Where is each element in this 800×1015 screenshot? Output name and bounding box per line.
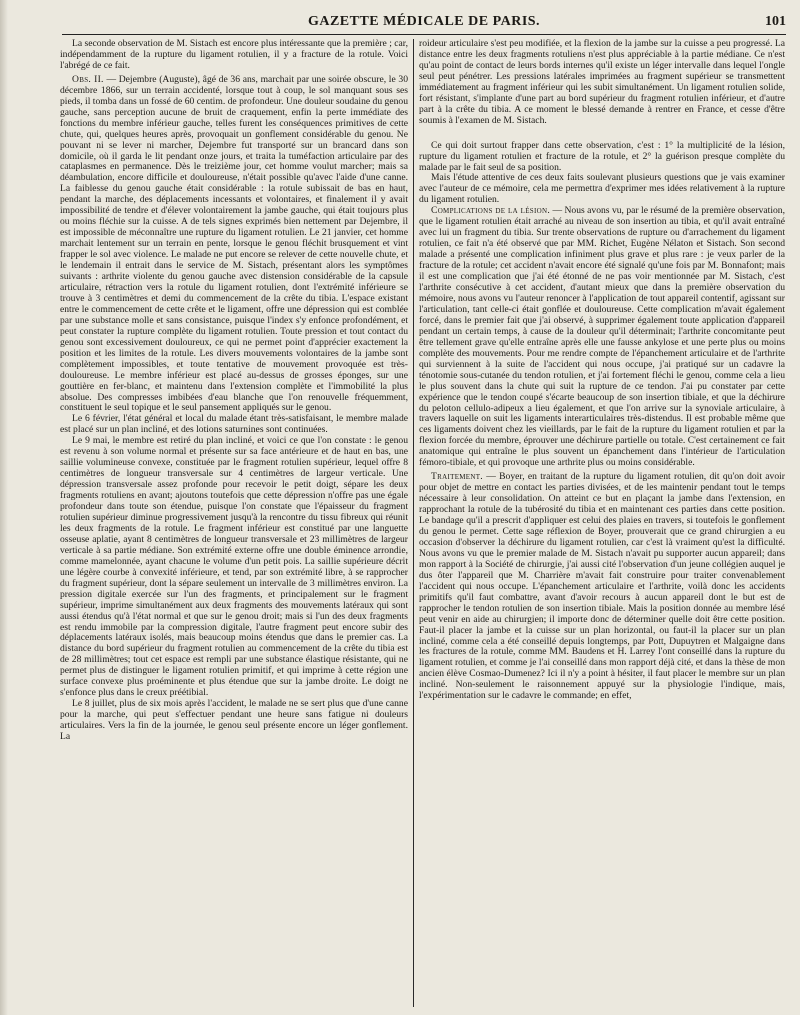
journal-title: GAZETTE MÉDICALE DE PARIS. [307, 14, 541, 29]
observation-label: Obs. II. [72, 73, 104, 85]
paragraph: roideur articulaire s'est peu modifiée, et la flexion de la jambe sur la cuisse a peu progressé. La distance entre les deux fragments rotuliens n'est plus appréciable à la partie médiane. Ce n'est qu'au point de contact de leurs bords internes qu'il existe un léger intervalle dans lequel l'ongle seul peut pénétrer. Les pressions latérales imprimées au fragment supérieur se transmettent immédiatement au fragment inférieur qui les subit simultanément. Un ligament rotulien solide, fort résistant, s'implante d'une part au bord supérieur du fragment rotulien inférieur, et d'autre part à la crête du tibia. A ce moment le blessé demande à rentrer en France, et cesse d'être soumis à l'examen de M. Sistach. [419, 39, 785, 126]
paragraph: Le 6 février, l'état général et local du malade étant très-satisfaisant, le membre malade est placé sur un plan incliné, et des lotions saturnines sont continuées. [60, 413, 408, 436]
paragraph: Mais l'étude attentive de ces deux faits soulevant plusieurs questions que je vais examiner avec l'auteur de ce mémoire, cela me permettra d'exprimer mes idées relativement à la rupture du ligament rotulien. [419, 172, 785, 206]
left-column [60, 39, 408, 1007]
running-header [62, 8, 786, 34]
section-paragraph [419, 472, 785, 702]
page-edge-shadow [0, 0, 8, 1015]
paragraph: Le 8 juillet, plus de six mois après l'accident, le malade ne se sert plus que d'une canne pour la marche, qui peut s'effectuer pendant une heure sans fatigue ni douleurs articulaires. Vers la fin de la journée, le genou seul présente encore un léger gonflement. La [60, 698, 408, 743]
paragraph-text: — Boyer, en traitant de la rupture du ligament rotulien, dit qu'on doit avoir pour objet de mettre en contact les parties divisées, et de les maintenir pendant tout le temps nécessaire à leur consolidation. On atteint ce but en plaçant la jambe dans l'extension, en rapprochant la rotule de la tubérosité du tibia et en maintenant ces parties dans cette position. Le bandage qu'il a prescrit d'appliquer est celui des plaies en travers, si toutefois le gonflement du genou le permet. Cette sage réflexion de Boyer, prouverait que ce grand chirurgien a eu occasion d'observer la déchirure du ligament rotulien, car c'est là vraiment qu'est la difficulté. Nous avons vu que le premier malade de M. Sistach n'avait pu supporter aucun appareil; dans mon rapport à la Société de chirurgie, j'ai aussi cité l'observation d'un jeune collégien auquel je dus ôter l'appareil que M. Charrière m'avait fait construire pour traiter convenablement l'accident qui nous occupe. L'épanchement articulaire et l'arthrite, voilà donc les accidents primitifs qu'il faut combattre, avant d'avoir recours à aucun appareil dont le but est de rapprocher le tendon rotulien de son insertion tibiale. Mais la position donnée au membre lésé peut venir en aide au chirurgien; il importe donc de déterminer quelle doit être cette position. Faut-il placer la jambe et la cuisse sur un plan horizontal, ou faut-il la placer sur un plan incliné, comme cela a été conseillé depuis longtemps, par Pott, Dupuytren et Malgaigne dans les fractures de la rotule, comme MM. Baudens et H. Larrey l'ont conseillé dans la rupture du ligament rotulien, et comme je l'ai conseillé dans mon rapport déjà cité, et dans la thèse de mon ancien élève Cosmao-Dumenez? Ici il n'y a point à hésiter, il faut placer le membre sur un plan incliné. Non-seulement le raisonnement appuyé sur la physiologie l'indique, mais, l'expérimentation sur le cadavre le commande; en effet, [419, 471, 785, 702]
paragraph-text: — Nous avons vu, par le résumé de la première observation, que le ligament rotulien était arraché au niveau de son insertion au tibia, et qu'il avait entraîné avec lui un fragment du tibia. Sur trente observations de rupture ou d'arrachement du ligament rotulien, ce fait n'a été observé que par MM. Richet, Eugène Nélaton et Sistach. Son second malade a présenté une complication infiniment plus grave et plus rare : je veux parler de la fracture de la rotule; cet accident n'avait encore été signalé qu'une fois par M. Bonnafont; mais il est une complication que j'ai été étonné de ne pas voir mentionnée par M. Sistach, c'est l'arthrite consécutive à cet accident, d'autant mieux que dans la première observation du mémoire, nous avons vu l'auteur renoncer à l'application de tout appareil contentif, agissant sur l'articulation, tant celle-ci était gonflée et douloureuse. Cette complication m'avait également forcé, dans le premier fait que j'ai observé, à supprimer également toute application d'appareil pendant un certain temps, à cause de la douleur qu'il déterminait; l'arthrite concomitante peut être tellement grave qu'elle entraîne après elle une fausse ankylose et une perte plus ou moins complète des mouvements. Pour me rendre compte de l'épanchement articulaire et de l'arthrite qui surviennent à la suite de l'accident qui nous occupe, j'ai pratiqué sur un cadavre la ténotomie sous-cutanée du tendon rotulien, et j'ai fortement fléchi le genou, comme cela a lieu le plus souvent dans la chute qui suit la rupture de ce tendon. J'ai pu constater par cette expérience que le tendon coupé s'écarte beaucoup de son insertion tibiale, et que la déchirure du peloton cellulo-adipeux a lieu également, et que l'on arrive sur la synoviale articulaire, à travers laquelle on suit les ligaments interarticulaires très-distendus. Il est probable même que ces ligaments doivent chez les vieillards, par le fait de la rupture du ligament rotulien et par la flexion forcée du membre, éprouver une déchirure partielle ou totale. C'est certainement ce fait anatomique qui entraîne le plus souvent un épanchement dans l'intérieur de l'articulation fémoro-tibiale, et qui provoque une arthrite plus ou moins considérable. [419, 205, 785, 469]
observation-paragraph [60, 75, 408, 415]
column-divider [413, 39, 414, 1007]
paragraph: La seconde observation de M. Sistach est encore plus intéressante que la première ; car, indépendamment de la rupture du ligament rotulien, il y a fracture de la rotule. Voici l'abrégé de ce fait. [60, 39, 408, 71]
right-column [419, 39, 785, 1007]
paragraph-text: — Dejembre (Auguste), âgé de 36 ans, marchait par une soirée obscure, le 30 décembre 1866, sur un terrain accidenté, lorsque tout à coup, le sol manquant sous ses pieds, il tomba dans un fossé de 60 centim. de profondeur. Une douleur soudaine du genou gauche, sans perception aucune de bruit de craquement, enfin la perte immédiate des fonctions du membre inférieur gauche, telles furent les conséquences primitives de cette chute, qui, quelques heures après, provoquait un gonflement considérable du genou. Ne pouvant ni se lever ni marcher, Dejembre fut transporté sur un brancard dans son domicile, où il garda le lit pendant onze jours, et traita la tuméfaction articulaire par des cataplasmes en permanence. Dès le treizième jour, cet homme voulut marcher; mais sa déambulation, encore difficile et douloureuse, n'était possible qu'avec l'aide d'une canne. La faiblesse du genou gauche était considérable : la rotule subissait de bas en haut, pendant la marche, des déplacements incessants et volontaires, et finalement il y avait impossibilité de tendre et d'élever volontairement la jambe gauche, qui était toujours plus ou moins fléchie sur la cuisse. A de tels signes exprimés bien nettement par Dejembre, il est impossible de méconnaître une rupture du ligament rotulien. Le 21 janvier, cet homme marchait lentement sur un terrain en pente, lorsque le genou fléchit brusquement et vint frapper le sol avec violence. Le malade ne put encore se relever de cette nouvelle chute, et le lendemain il entrait dans le service de M. Sistach, présentant alors les symptômes suivants : arthrite violente du genou gauche avec distension considérable de la capsule articulaire, rétraction vers la rotule du ligament rotulien, dont l'extrémité inférieure se trouve à 3 centimètres et demi du commencement de la crête du tibia. L'espace existant entre le commencement de cette crête et le ligament, offre une dépression qui est comblée par une substance molle et sans consistance, puisque l'index s'y enfonce profondément, et peut constater la rupture complète du ligament rotulien. Toute pression et tout contact du genou sont excessivement douloureux, ce qui ne permet point d'apprécier exactement la position et les limites de la rotule. Les divers mouvements volontaires de la jambe sont complètement impossibles, et toute tentative de mouvement provoquée est très-douloureuse. Le membre inférieur est placé au-dessus de grosses éponges, sur une gouttière en fer-blanc, et maintenu dans l'extension complète et l'immobilité la plus absolue. Des compresses imbibées d'eau blanche que l'on renouvelle fréquemment, constituent le seul topique et le seul pansement appliqués sur le genou. [60, 73, 408, 414]
header-rule [62, 34, 786, 35]
section-paragraph [419, 206, 785, 469]
paragraph: Le 9 mai, le membre est retiré du plan incliné, et voici ce que l'on constate : le genou est revenu à son volume normal et présente sur sa face antérieure et de haut en bas, une saillie volumineuse convexe, constituée par le fragment rotulien supérieur, lequel offre 8 centimètres de longueur transversale sur 4 centimètres de largeur verticale. Une dépression transversale assez profonde pour recevoir le petit doigt, sépare les deux fragments rotuliens en avant; ajoutons toutefois que cette dépression n'offre pas une égale profondeur dans toute son étendue, puisque l'on constate que l'épaisseur du fragment rotulien supérieur diminue progressivement jusqu'à la rencontre du tissu fibreux qui réunit les deux fragments de la rotule. Le fragment inférieur est constitué par une languette osseuse aplatie, ayant 8 centimètres de longueur transversale et 23 millimètres de largeur verticale à sa partie médiane. Son extrémité externe offre une double éminence arrondie, comme mamelonnée, ayant chacune le volume d'un petit pois. La saillie supérieure décrit une légère courbe à convexité inférieure, et tend, par son extrémité libre, à se rapprocher du fragment supérieur, dont la sépare seulement un intervalle de 3 millimètres environ. La pression digitale exercée sur l'un des fragments, et principalement sur le fragment supérieur, imprime simultanément aux deux fragments des mouvements latéraux qui sont aussi étendus qu'à l'état normal et que sur le genou droit; mais si l'un des deux fragments est rendu immobile par la compression digitale, l'autre fragment peut encore subir des déplacements latéraux isolés, mais beaucoup moins étendus que dans le premier cas. La distance du bord supérieur du fragment rotulien au commencement de la crête du tibia est de 28 millimètres; tout cet espace est rempli par une substance élastique résistante, qui ne permet plus de distinguer le ligament rotulien primitif, et qui imprime à cette région une surface convexe plus proéminente et plus étendue que sur la jambe droite. Le doigt ne s'enfonce plus dans le creux préétibial. [60, 435, 408, 699]
paragraph: Ce qui doit surtout frapper dans cette observation, c'est : 1° la multiplicité de la lésion, rupture du ligament rotulien et fracture de la rotule, et 2° la guérison presque complète du malade par le fait seul de sa position. [419, 139, 785, 173]
page-number: 101 [765, 14, 786, 29]
section-heading: Traitement. [431, 471, 483, 483]
section-heading: Complications de la lésion. [431, 205, 551, 217]
